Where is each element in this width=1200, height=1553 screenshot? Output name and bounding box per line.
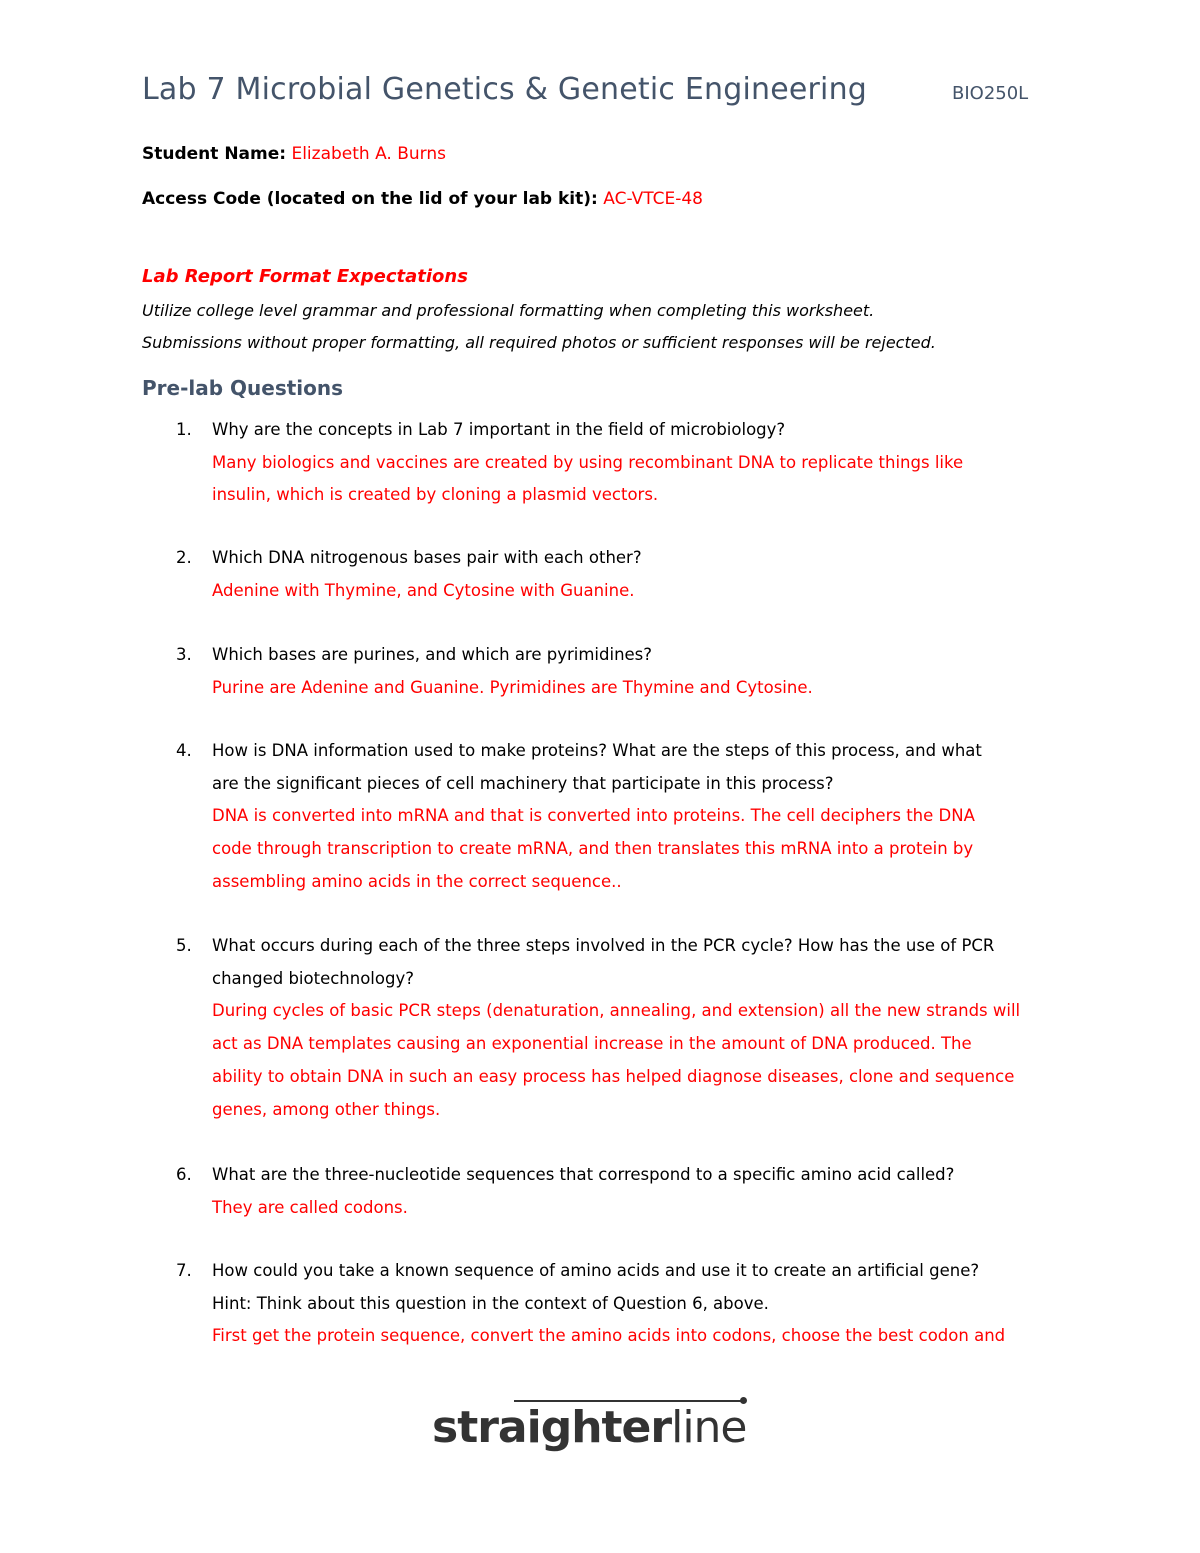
format-line-1: Utilize college level grammar and professional formatting when completing this worksheet. — [142, 301, 875, 320]
question-text: Which bases are purines, and which are pyrimidines? — [212, 645, 653, 664]
question-number: 3. — [176, 645, 192, 664]
question-text: What are the three-nucleotide sequences that correspond to a specific amino acid called? — [212, 1165, 955, 1184]
question-number: 5. — [176, 936, 192, 955]
question-2 — [176, 542, 1076, 607]
prelab-heading: Pre-lab Questions — [142, 376, 344, 400]
question-number: 6. — [176, 1165, 192, 1184]
straighterline-logo — [432, 1400, 762, 1462]
student-name-value: Elizabeth A. Burns — [291, 144, 446, 164]
student-name-line — [142, 144, 446, 164]
question-text: How could you take a known sequence of amino acids and use it to create an artificial gene? — [212, 1261, 980, 1280]
answer-text: They are called codons. — [212, 1197, 408, 1217]
student-name-label: Student Name: — [142, 144, 287, 164]
format-line-2: Submissions without proper formatting, all required photos or sufficient responses will be rejected. — [142, 333, 936, 352]
document-title: Lab 7 Microbial Genetics & Genetic Engineering — [142, 72, 868, 107]
question-6 — [176, 1159, 1076, 1224]
access-code-line — [142, 189, 703, 209]
question-number: 7. — [176, 1261, 192, 1280]
answer-text: Purine are Adenine and Guanine. Pyrimidines are Thymine and Cytosine. — [212, 677, 813, 697]
question-text: Why are the concepts in Lab 7 important in the field of microbiology? — [212, 420, 786, 439]
logo-bold-text: straighter — [432, 1402, 672, 1453]
answer-text: act as DNA templates causing an exponential increase in the amount of DNA produced. The — [212, 1034, 972, 1054]
logo-wordmark — [432, 1402, 747, 1453]
question-text: How is DNA information used to make proteins? What are the steps of this process, and what — [212, 741, 982, 760]
answer-text: During cycles of basic PCR steps (denaturation, annealing, and extension) all the new strands will — [212, 1001, 1021, 1021]
question-hint: Hint: Think about this question in the context of Question 6, above. — [212, 1293, 769, 1313]
answer-text: Adenine with Thymine, and Cytosine with Guanine. — [212, 580, 635, 600]
question-text: changed biotechnology? — [212, 968, 414, 988]
course-code: BIO250L — [952, 83, 1029, 104]
answer-text: Many biologics and vaccines are created by using recombinant DNA to replicate things like — [212, 452, 964, 472]
logo-light-text: line — [671, 1402, 747, 1453]
answer-text: ability to obtain DNA in such an easy process has helped diagnose diseases, clone and sequence — [212, 1066, 1015, 1086]
question-text: Which DNA nitrogenous bases pair with each other? — [212, 548, 642, 567]
answer-text: genes, among other things. — [212, 1099, 441, 1119]
question-text: What occurs during each of the three steps involved in the PCR cycle? How has the use of PCR — [212, 936, 995, 955]
answer-text: code through transcription to create mRNA, and then translates this mRNA into a protein by — [212, 839, 974, 859]
access-code-label: Access Code (located on the lid of your lab kit): — [142, 189, 598, 209]
question-number: 4. — [176, 741, 192, 760]
question-3 — [176, 639, 1076, 704]
answer-text: First get the protein sequence, convert the amino acids into codons, choose the best codon and — [212, 1326, 1006, 1346]
answer-text: assembling amino acids in the correct sequence.. — [212, 871, 622, 891]
answer-text: DNA is converted into mRNA and that is converted into proteins. The cell deciphers the DNA — [212, 806, 975, 826]
question-5 — [176, 930, 1076, 1126]
question-text: are the significant pieces of cell machinery that participate in this process? — [212, 773, 834, 793]
question-1 — [176, 414, 1076, 512]
format-heading: Lab Report Format Expectations — [142, 266, 468, 287]
question-number: 2. — [176, 548, 192, 567]
question-number: 1. — [176, 420, 192, 439]
answer-text: insulin, which is created by cloning a plasmid vectors. — [212, 485, 659, 505]
question-4 — [176, 735, 1076, 899]
question-7 — [176, 1255, 1076, 1353]
access-code-value: AC-VTCE-48 — [603, 189, 703, 209]
